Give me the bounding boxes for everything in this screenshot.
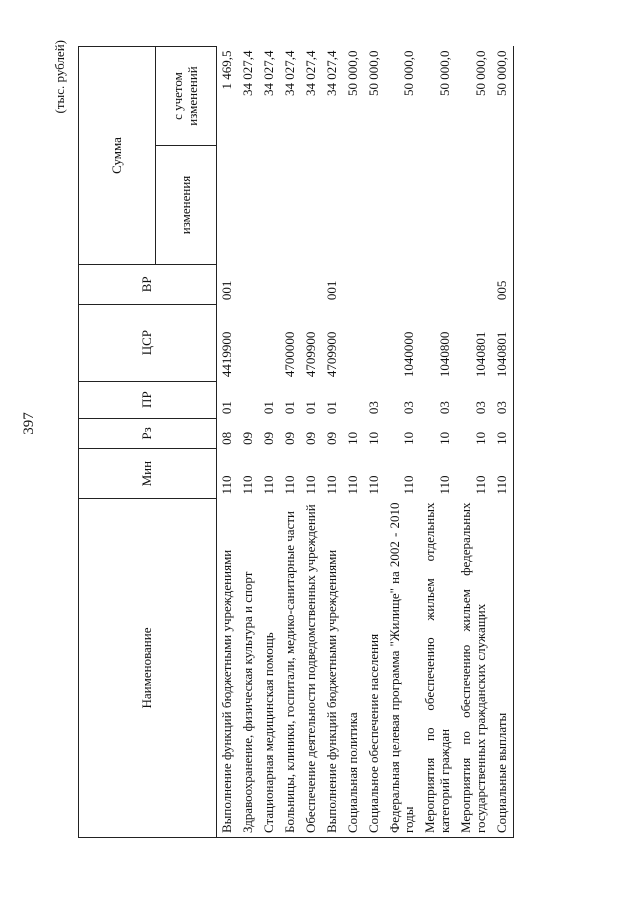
cell-csr: 4419900 [219, 331, 234, 378]
cell-changes [301, 146, 322, 265]
cell-min: 110 [437, 475, 453, 495]
cell-name: Федеральная целевая программа "Жилище" на 2002 - 2010 годы [385, 499, 421, 838]
cell-total: 50 000,0 [365, 50, 381, 96]
cell-pr: 01 [281, 401, 297, 415]
header-min: Мин [79, 449, 217, 499]
cell-rz: 10 [473, 431, 489, 445]
cell-changes [456, 146, 492, 265]
table-row [343, 47, 364, 838]
cell-min: 110 [473, 475, 489, 495]
cell-rz: 09 [323, 431, 339, 445]
cell-pr: 03 [437, 401, 453, 415]
table-row [420, 47, 456, 838]
cell-total: 50 000,0 [492, 47, 513, 146]
cell-changes [420, 146, 456, 265]
page-number: 397 [20, 412, 37, 435]
cell-rz: 09 [239, 431, 255, 445]
header-csr: ЦСР [79, 304, 217, 381]
cell-vr [420, 265, 456, 305]
cell-name: Мероприятия по обеспечению жильем отдельных категорий граждан [420, 499, 456, 838]
table-row [217, 47, 238, 838]
header-with-changes: с учетом изменений [156, 47, 217, 146]
cell-name: Социальные выплаты [492, 499, 513, 838]
cell-name: Здравоохранение, физическая культура и спорт [238, 499, 259, 838]
cell-min: 110 [492, 449, 513, 499]
cell-changes [385, 146, 421, 265]
cell-csr [259, 304, 280, 381]
cell-csr: 1040801 [473, 331, 489, 378]
header-pr: ПР [79, 381, 217, 418]
cell-min: 110 [323, 475, 339, 495]
cell-min: 110 [302, 475, 318, 495]
table-row [259, 47, 280, 838]
cell-vr [385, 265, 421, 305]
cell-csr: 1040800 [437, 331, 453, 378]
cell-changes [492, 146, 513, 265]
cell-name: Социальная политика [343, 499, 364, 838]
table-row [492, 47, 513, 838]
cell-vr [238, 265, 259, 305]
cell-pr: 01 [260, 401, 276, 415]
cell-changes [364, 146, 385, 265]
cell-rz: 10 [401, 431, 417, 445]
table-row [280, 47, 301, 838]
cell-min: 110 [344, 475, 360, 495]
cell-rz: 09 [281, 431, 297, 445]
header-vr: ВР [79, 265, 217, 305]
cell-rz: 10 [492, 418, 513, 449]
cell-total: 1 469,5 [219, 50, 234, 90]
cell-rz: 10 [437, 431, 453, 445]
cell-total: 50 000,0 [401, 50, 417, 96]
cell-total: 34 027,4 [323, 50, 339, 96]
cell-csr [343, 304, 364, 381]
cell-changes [259, 146, 280, 265]
cell-vr: 005 [492, 265, 513, 305]
units-note: (тыс. рублей) [52, 40, 67, 114]
cell-rz: 08 [219, 431, 234, 445]
cell-vr [301, 265, 322, 305]
header-changes: изменения [156, 146, 217, 265]
cell-total: 34 027,4 [281, 50, 297, 96]
cell-pr: 03 [401, 401, 417, 415]
header-name: Наименование [79, 499, 217, 838]
cell-csr [364, 304, 385, 381]
cell-rz: 10 [344, 431, 360, 445]
cell-min: 110 [260, 475, 276, 495]
cell-total: 50 000,0 [437, 50, 453, 96]
cell-pr: 01 [302, 401, 318, 415]
header-rz: Рз [79, 418, 217, 449]
cell-pr: 03 [492, 381, 513, 418]
table-row [238, 47, 259, 838]
cell-changes [217, 146, 238, 265]
cell-total: 50 000,0 [344, 50, 360, 96]
cell-name: Стационарная медицинская помощь [259, 499, 280, 838]
cell-vr [259, 265, 280, 305]
table-row [322, 47, 343, 838]
cell-min: 110 [401, 475, 417, 495]
header-sum: Сумма [79, 47, 156, 265]
cell-total: 34 027,4 [260, 50, 276, 96]
cell-total: 34 027,4 [302, 50, 318, 96]
cell-rz: 09 [260, 431, 276, 445]
table-row [301, 47, 322, 838]
cell-min: 110 [239, 475, 255, 495]
cell-pr: 03 [473, 401, 489, 415]
cell-min: 110 [219, 475, 234, 495]
cell-vr [456, 265, 492, 305]
budget-table [78, 46, 514, 838]
cell-csr: 4709900 [323, 331, 339, 378]
cell-pr: 01 [323, 401, 339, 415]
table-row [385, 47, 421, 838]
cell-min: 110 [281, 475, 297, 495]
cell-vr: 001 [323, 280, 339, 301]
cell-csr: 4709900 [302, 331, 318, 378]
cell-csr: 1040000 [401, 331, 417, 378]
cell-name: Мероприятия по обеспечению жильем федеральных государственных гражданских служащих [456, 499, 492, 838]
cell-min: 110 [365, 475, 381, 495]
cell-rz: 10 [365, 431, 381, 445]
cell-pr: 03 [365, 401, 381, 415]
cell-vr [280, 265, 301, 305]
table-row [364, 47, 385, 838]
cell-pr: 01 [219, 401, 234, 415]
cell-changes [238, 146, 259, 265]
cell-csr: 1040801 [492, 304, 513, 381]
cell-changes [280, 146, 301, 265]
cell-vr [343, 265, 364, 305]
cell-name: Выполнение функций бюджетными учреждениями [217, 499, 238, 838]
cell-pr [238, 381, 259, 418]
cell-total: 34 027,4 [239, 50, 255, 96]
cell-total: 50 000,0 [473, 50, 489, 96]
cell-name: Обеспечение деятельности подведомственных учреждений [301, 499, 322, 838]
cell-changes [322, 146, 343, 265]
cell-name: Выполнение функций бюджетными учреждениями [322, 499, 343, 838]
cell-name: Больницы, клиники, госпитали, медико-санитарные части [280, 499, 301, 838]
cell-name: Социальное обеспечение населения [364, 499, 385, 838]
cell-changes [343, 146, 364, 265]
cell-csr [238, 304, 259, 381]
cell-pr [343, 381, 364, 418]
table-row [456, 47, 492, 838]
cell-vr: 001 [219, 280, 234, 301]
cell-csr: 4700000 [281, 331, 297, 378]
cell-vr [364, 265, 385, 305]
cell-rz: 09 [302, 431, 318, 445]
